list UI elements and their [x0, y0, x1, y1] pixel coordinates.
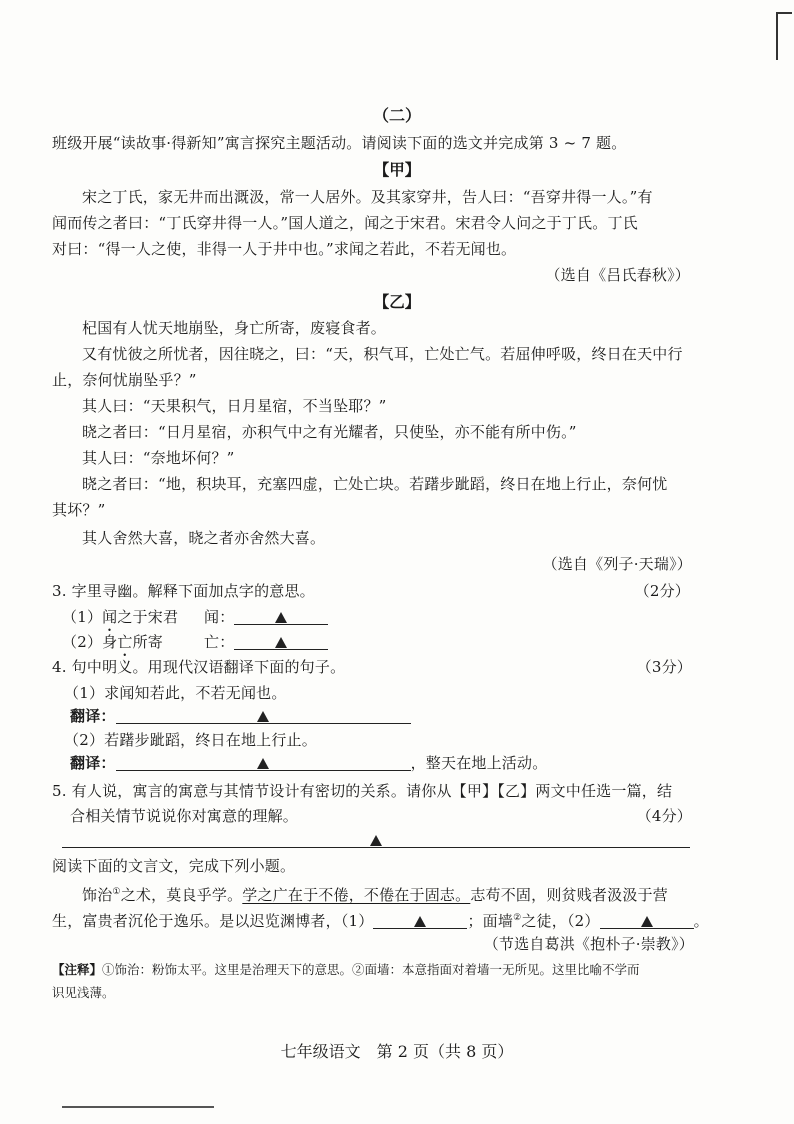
passage2-text: 饰治 — [82, 886, 113, 904]
q3-item1 — [62, 607, 178, 635]
yi-heading: 【乙】 — [373, 292, 421, 311]
q4-answer-blank-1[interactable] — [116, 706, 411, 724]
yi-line: 其人曰：“奈地坏何？” — [82, 449, 235, 467]
scan-edge-mark — [776, 12, 792, 14]
passage2-underlined-sentence: 学之广在于不倦，不倦在于固志。 — [242, 886, 471, 904]
passage2-text: 志苟不固，则贫贱者汲汲于营 — [470, 886, 668, 904]
passage2-blank-1-label: （1） — [340, 912, 374, 930]
yi-line: 止，奈何忧崩坠乎？” — [52, 371, 197, 389]
q4-score: （3分） — [636, 658, 692, 676]
page-footer: 七年级语文 第 2 页（共 8 页） — [280, 1042, 514, 1061]
yi-line: 又有忧彼之所忧者，因往晓之，曰：“天，积气耳，亡处亡气。若屈伸呼吸，终日在天中行 — [82, 345, 683, 363]
scan-bottom-mark — [62, 1106, 214, 1108]
passage2-answer-blank-2[interactable] — [600, 911, 694, 929]
q4-translate-label: 翻译： — [70, 754, 116, 772]
yi-line: 其人舍然大喜，晓之者亦舍然大喜。 — [82, 529, 326, 547]
q3-item1-rest: 之于宋君 — [117, 608, 179, 626]
answer-triangle-icon — [641, 916, 653, 927]
q3-item1-label: 闻： — [204, 608, 235, 626]
q4-item2-tail: ，整天在地上活动。 — [410, 754, 548, 772]
passage2-text: ；面墙 — [467, 912, 514, 930]
passage2-text: 之术，莫良乎学。 — [120, 886, 243, 904]
passage2-answer-blank-1[interactable] — [373, 911, 467, 929]
jia-heading: 【甲】 — [373, 160, 421, 179]
q3-item1-dotted-char: 闻 — [102, 608, 118, 626]
footnote-marker-1: ① — [112, 887, 121, 897]
q3-item1-prefix: （1） — [62, 608, 103, 626]
q5-line1: 5. 有人说，寓言的寓意与其情节设计有密切的关系。请你从【甲】【乙】两文中任选一篇，结 — [52, 782, 673, 800]
q5-score: （4分） — [636, 807, 692, 825]
answer-triangle-icon — [370, 835, 382, 846]
q4-stem: 4. 句中明义。用现代汉语翻译下面的句子。 — [52, 658, 346, 676]
q4-translate-1 — [70, 706, 411, 726]
yi-line: 晓之者曰：“地，积块耳，充塞四虚，亡处亡块。若躇步跐蹈，终日在地上行止，奈何忧 — [82, 475, 668, 493]
passage2-line2 — [52, 908, 709, 931]
q3-answer-blank-1[interactable] — [234, 607, 328, 625]
q5-answer-blank[interactable] — [62, 830, 690, 848]
section-title: （二） — [372, 106, 421, 125]
answer-triangle-icon — [414, 916, 426, 927]
passage2-intro: 阅读下面的文言文，完成下列小题。 — [52, 857, 296, 875]
scan-edge-mark — [776, 12, 778, 60]
q5-answer-line[interactable] — [62, 830, 690, 850]
answer-triangle-icon — [257, 711, 269, 722]
q4-translate-2 — [70, 753, 547, 773]
footnote-marker-2: ② — [513, 913, 522, 923]
notes-label: 【注释】 — [52, 962, 103, 977]
passage2-text: 生，富贵者沉伦于逸乐。是以迟览渊博者， — [52, 912, 341, 930]
q4-translate-label: 翻译： — [70, 707, 116, 725]
q3-item2-prefix: （2）身 — [62, 633, 118, 651]
q4-item2: （2）若躇步跐蹈，终日在地上行止。 — [64, 731, 317, 749]
passage2-line1 — [82, 882, 668, 905]
yi-line: 其人曰：“天果积气，日月星宿，不当坠耶？” — [82, 397, 387, 415]
q4-item1: （1）求闻知若此，不若无闻也。 — [64, 684, 287, 702]
passage2-text: 。 — [693, 912, 709, 930]
q5-line2: 合相关情节说说你对寓意的理解。 — [70, 807, 299, 825]
q3-item2 — [62, 632, 163, 660]
passage2-text: 之徒， — [521, 912, 567, 930]
passage2-blank-2-label: （2） — [566, 912, 600, 930]
notes-text: ①饰治：粉饰太平。这里是治理天下的意思。②面墙：本意指面对着墙一无所见。这里比喻不学而 — [102, 962, 640, 977]
passage2-source: （节选自葛洪《抱朴子·崇教》） — [483, 935, 694, 953]
answer-triangle-icon — [275, 637, 287, 648]
q3-item2-answer — [204, 632, 328, 652]
q3-score: （2分） — [634, 582, 690, 600]
intro-text: 班级开展“读故事·得新知”寓言探究主题活动。请阅读下面的选文并完成第 3 ~ 7 题。 — [52, 134, 627, 152]
answer-triangle-icon — [257, 758, 269, 769]
yi-line: 晓之者曰：“日月星宿，亦积气中之有光耀者，只使坠，亦不能有所中伤。” — [82, 423, 577, 441]
answer-triangle-icon — [275, 612, 287, 623]
jia-line: 闻而传之者曰：“丁氏穿井得一人。”国人道之，闻之于宋君。宋君令人问之于丁氏。丁氏 — [52, 214, 638, 232]
jia-source: （选自《吕氏春秋》） — [545, 266, 690, 284]
yi-source: （选自《列子·天瑞》） — [542, 555, 692, 573]
q3-stem: 3. 字里寻幽。解释下面加点字的意思。 — [52, 582, 315, 600]
jia-line: 对曰：“得一人之使，非得一人于井中也。”求闻之若此，不若无闻也。 — [52, 240, 517, 258]
yi-line: 其坏？” — [52, 501, 106, 519]
q3-item2-rest: 所寄 — [132, 633, 163, 651]
q4-answer-blank-2[interactable] — [116, 753, 411, 771]
jia-line: 宋之丁氏，家无井而出溉汲，常一人居外。及其家穿井，告人曰：“吾穿井得一人。”有 — [82, 188, 653, 206]
passage2-notes — [52, 960, 640, 980]
q3-item2-dotted-char: 亡 — [117, 633, 133, 651]
q3-item1-answer — [204, 607, 328, 627]
passage2-notes-cont: 识见浅薄。 — [52, 985, 115, 1000]
q3-item2-label: 亡： — [204, 633, 235, 651]
yi-line: 杞国有人忧天地崩坠，身亡所寄，废寝食者。 — [82, 319, 387, 337]
q3-answer-blank-2[interactable] — [234, 632, 328, 650]
